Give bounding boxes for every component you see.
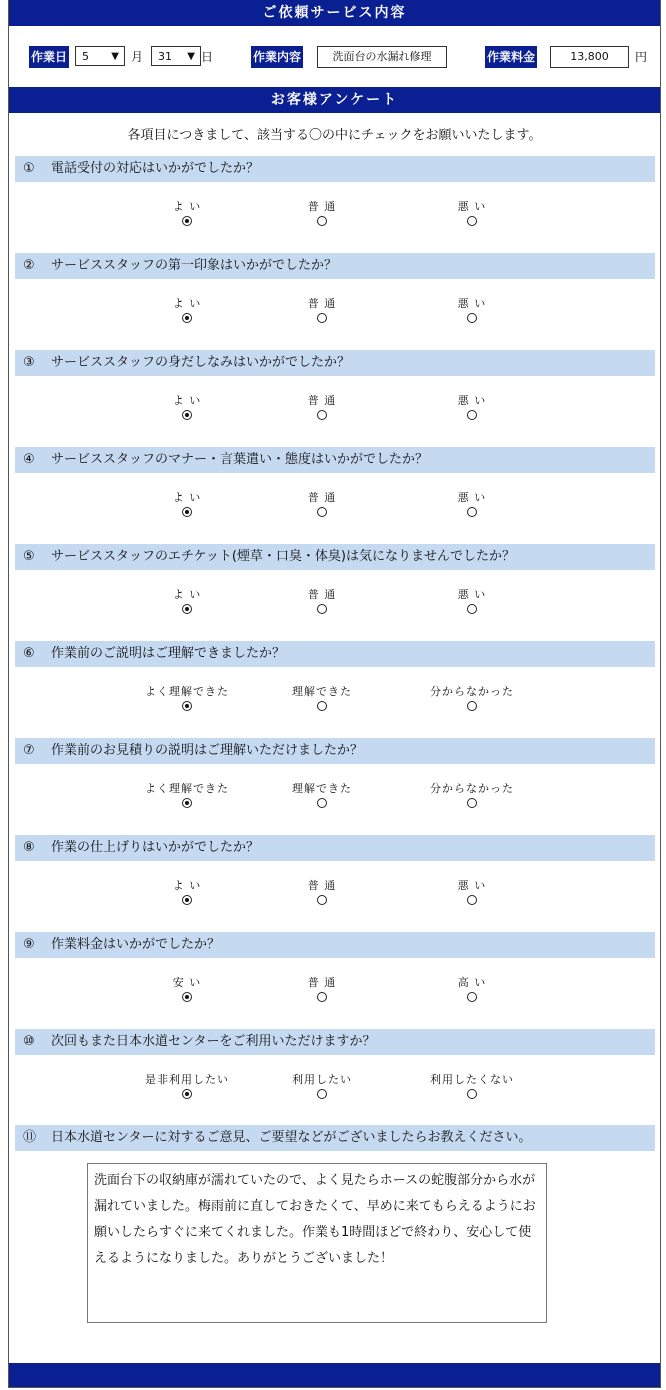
radio-button[interactable]: [317, 701, 327, 711]
radio-button[interactable]: [317, 507, 327, 517]
option-label: よく理解できた: [145, 782, 229, 795]
fee-unit: 円: [635, 50, 648, 64]
option-label: よ い: [172, 588, 202, 601]
radio-button[interactable]: [467, 701, 477, 711]
question-1-header: [15, 156, 655, 182]
radio-button[interactable]: [467, 313, 477, 323]
radio-button[interactable]: [317, 216, 327, 226]
option-label: 悪 い: [457, 297, 487, 310]
option-label: 普 通: [307, 976, 337, 989]
question-text: 作業前のお見積りの説明はご理解いただけましたか？: [51, 743, 364, 758]
option-label: 普 通: [307, 491, 337, 504]
work-date-label: 作業日: [29, 46, 69, 68]
option-label: 分からなかった: [430, 685, 514, 698]
question-5-header: [15, 544, 655, 570]
question-3-header: [15, 350, 655, 376]
question-4-header: [15, 447, 655, 473]
option-label: よく理解できた: [145, 685, 229, 698]
question-number: ⑤: [23, 549, 35, 564]
question-7-header: [15, 738, 655, 764]
option-label: よ い: [172, 297, 202, 310]
radio-button[interactable]: [467, 604, 477, 614]
radio-button[interactable]: [317, 313, 327, 323]
question-number: ①: [23, 161, 35, 176]
radio-button[interactable]: [182, 798, 192, 808]
survey-form: [8, 0, 661, 1388]
option-label: 普 通: [307, 297, 337, 310]
fee-label: 作業料金: [485, 46, 537, 68]
question-number: ⑨: [23, 937, 35, 952]
radio-button[interactable]: [182, 216, 192, 226]
question-10-header: [15, 1029, 655, 1055]
radio-button[interactable]: [182, 604, 192, 614]
question-number: ②: [23, 258, 35, 273]
month-unit: 月: [131, 50, 144, 64]
question-text: サービススタッフの第一印象はいかがでしたか？: [51, 258, 338, 273]
question-9-header: [15, 932, 655, 958]
radio-button[interactable]: [317, 1089, 327, 1099]
question-text: 電話受付の対応はいかがでしたか？: [51, 161, 260, 176]
radio-button[interactable]: [467, 798, 477, 808]
service-details-header: ご依頼サービス内容: [9, 0, 660, 26]
question-text: サービススタッフのマナー・言葉遣い・態度はいかがでしたか？: [51, 452, 429, 467]
radio-button[interactable]: [182, 992, 192, 1002]
question-number: ⑥: [23, 646, 35, 661]
option-label: よ い: [172, 879, 202, 892]
question-text: サービススタッフのエチケット(煙草・口臭・体臭)は気になりませんでしたか？: [51, 549, 515, 564]
question-6-header: [15, 641, 655, 667]
chevron-down-icon: ▼: [187, 51, 195, 62]
radio-button[interactable]: [317, 992, 327, 1002]
radio-button[interactable]: [467, 992, 477, 1002]
question-text: サービススタッフの身だしなみはいかがでしたか？: [51, 355, 351, 370]
question-text: 作業前のご説明はご理解できましたか？: [51, 646, 286, 661]
question-8-header: [15, 835, 655, 861]
radio-button[interactable]: [467, 507, 477, 517]
month-select[interactable]: [75, 46, 125, 66]
option-label: 是非利用したい: [145, 1073, 229, 1086]
fee-field[interactable]: 13,800: [550, 46, 629, 68]
option-label: 悪 い: [457, 588, 487, 601]
option-label: 理解できた: [292, 782, 352, 795]
footer-bar: [9, 1363, 660, 1387]
work-content-label: 作業内容: [251, 46, 303, 68]
question-number: ⑦: [23, 743, 35, 758]
option-label: 理解できた: [292, 685, 352, 698]
option-label: 悪 い: [457, 200, 487, 213]
month-value: 5: [82, 50, 89, 63]
option-label: 悪 い: [457, 394, 487, 407]
radio-button[interactable]: [182, 1089, 192, 1099]
day-select[interactable]: [151, 46, 201, 66]
radio-button[interactable]: [317, 604, 327, 614]
option-label: よ い: [172, 394, 202, 407]
question-2-header: [15, 253, 655, 279]
radio-button[interactable]: [182, 895, 192, 905]
radio-button[interactable]: [317, 798, 327, 808]
radio-button[interactable]: [467, 895, 477, 905]
day-unit: 日: [201, 50, 214, 64]
question-text: 作業料金はいかがでしたか？: [51, 937, 221, 952]
radio-button[interactable]: [467, 1089, 477, 1099]
survey-header: お客様アンケート: [9, 87, 660, 113]
radio-button[interactable]: [317, 895, 327, 905]
question-number: ⑧: [23, 840, 35, 855]
radio-button[interactable]: [182, 410, 192, 420]
radio-button[interactable]: [182, 313, 192, 323]
radio-button[interactable]: [467, 216, 477, 226]
question-11-header: [15, 1125, 655, 1151]
survey-instruction: 各項目につきまして、該当する〇の中にチェックをお願いいたします。: [127, 128, 542, 143]
option-label: 利用したくない: [430, 1073, 514, 1086]
radio-button[interactable]: [182, 507, 192, 517]
option-label: 悪 い: [457, 491, 487, 504]
option-label: よ い: [172, 200, 202, 213]
radio-button[interactable]: [467, 410, 477, 420]
option-label: 安 い: [172, 976, 202, 989]
chevron-down-icon: ▼: [111, 51, 119, 62]
option-label: よ い: [172, 491, 202, 504]
question-text: 作業の仕上げりはいかがでしたか？: [51, 840, 260, 855]
radio-button[interactable]: [182, 701, 192, 711]
option-label: 普 通: [307, 879, 337, 892]
question-number: ⑪: [23, 1130, 37, 1145]
question-text: 日本水道センターに対するご意見、ご要望などがございましたらお教えください。: [51, 1130, 532, 1145]
option-label: 分からなかった: [430, 782, 514, 795]
option-label: 高 い: [457, 976, 487, 989]
option-label: 普 通: [307, 588, 337, 601]
question-text: 次回もまた日本水道センターをご利用いただけますか？: [51, 1034, 376, 1049]
option-label: 普 通: [307, 394, 337, 407]
comment-textarea[interactable]: 洗面台下の収納庫が濡れていたので、よく見たらホースの蛇腹部分から水が漏れていました。梅雨前に直しておきたくて、早めに来てもらえるようにお願いしたらすぐに来てくれました。作業も1時間ほどで終わり、安心して使えるようになりました。ありがとうございました！: [87, 1163, 547, 1323]
work-content-field[interactable]: 洗面台の水漏れ修理: [317, 46, 447, 68]
option-label: 利用したい: [292, 1073, 352, 1086]
option-label: 悪 い: [457, 879, 487, 892]
question-number: ⑩: [23, 1034, 35, 1049]
day-value: 31: [158, 50, 172, 63]
question-number: ④: [23, 452, 35, 467]
radio-button[interactable]: [317, 410, 327, 420]
option-label: 普 通: [307, 200, 337, 213]
question-number: ③: [23, 355, 35, 370]
